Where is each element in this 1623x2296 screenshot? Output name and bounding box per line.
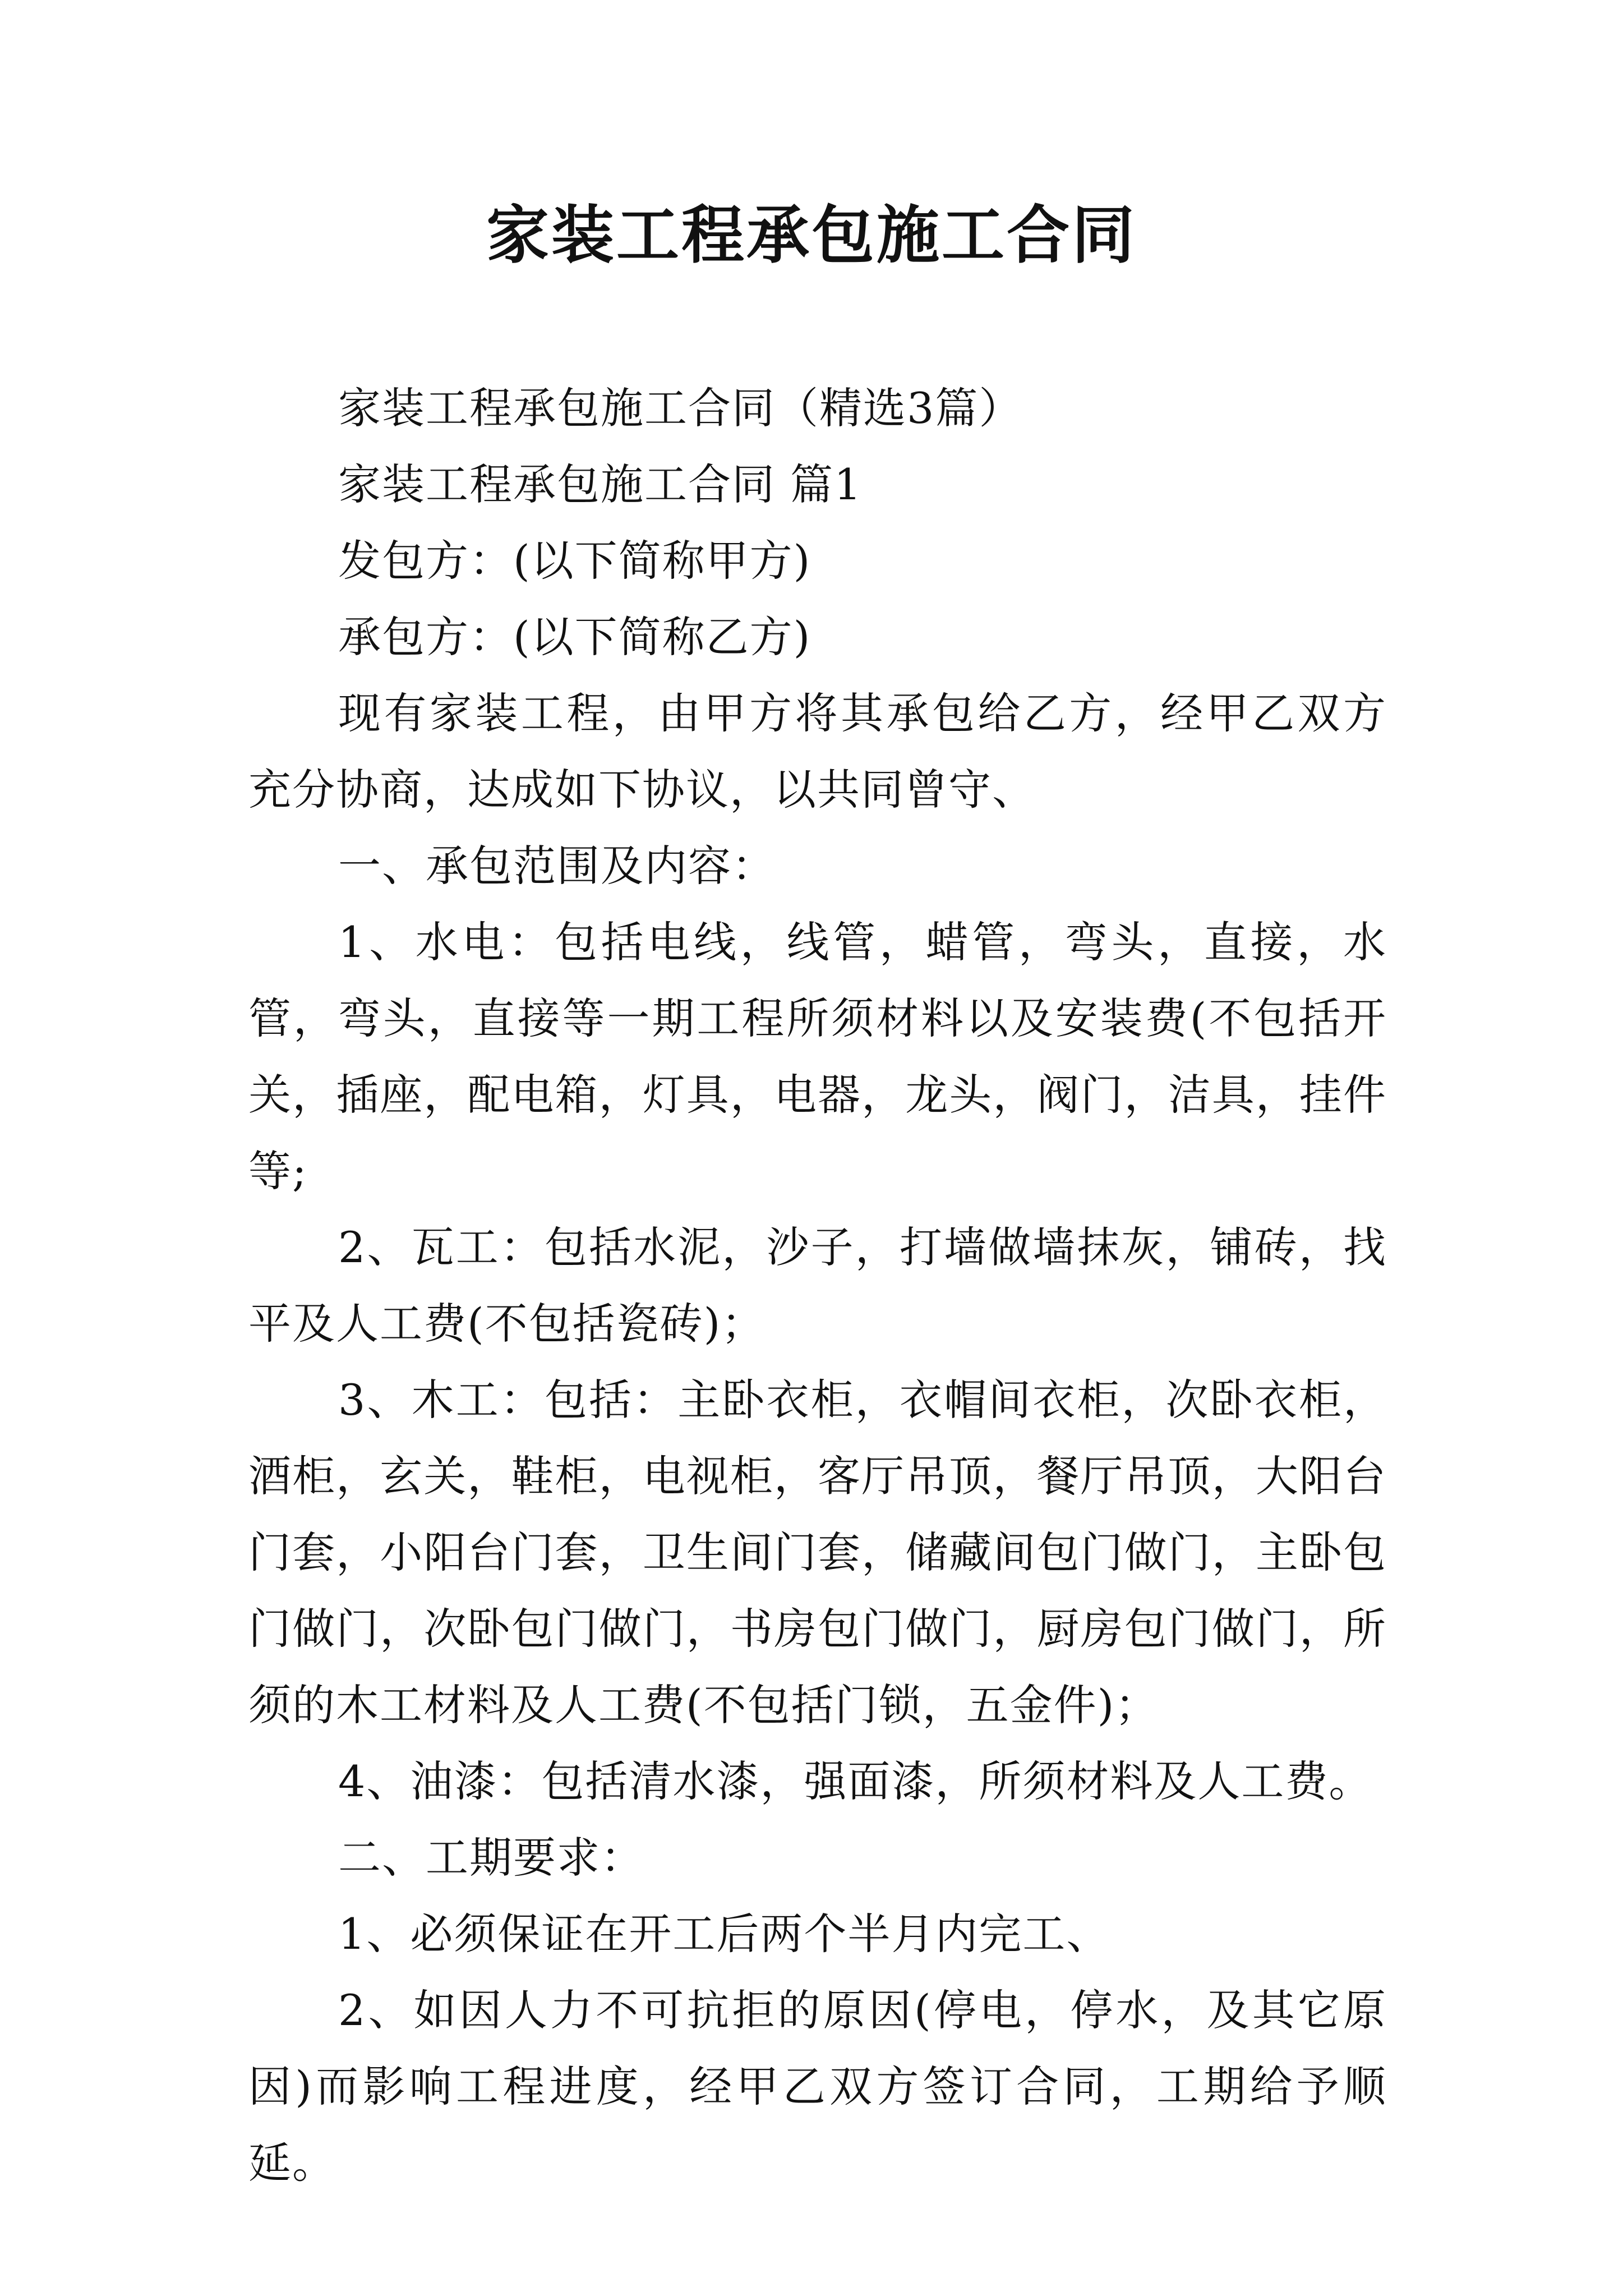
paragraph-party-a: 发包方：(以下简称甲方) [338,536,811,586]
document-body [248,370,1387,2201]
paragraph-scope-masonry: 2、瓦工：包括水泥，沙子，打墙做墙抹灰，铺砖，找平及人工费(不包括瓷砖)； [248,1222,1387,1349]
paragraph-schedule-heading: 二、工期要求： [338,1833,644,1883]
paragraph-schedule-item-2: 2、如因人力不可抗拒的原因(停电，停水，及其它原因)而影响工程进度，经甲乙双方签订合同，工期给予顺延。 [248,1985,1387,2188]
paragraph-party-b: 承包方：(以下简称乙方) [338,612,811,662]
paragraph-subtitle: 家装工程承包施工合同（精选3篇） [338,383,1023,433]
paragraph-scope-plumbing: 1、水电：包括电线，线管，蜡管，弯头，直接，水管，弯头，直接等一期工程所须材料以及安装费(不包括开关，插座，配电箱，灯具，电器，龙头，阀门，洁具，挂件等; [248,917,1387,1196]
paragraph-scope-painting: 4、油漆：包括清水漆，强面漆，所须材料及人工费。 [338,1756,1373,1806]
paragraph-schedule-item-1: 1、必须保证在开工后两个半月内完工、 [338,1909,1110,1959]
paragraph-scope-carpentry: 3、木工：包括：主卧衣柜，衣帽间衣柜，次卧衣柜，酒柜，玄关，鞋柜，电视柜，客厅吊顶，餐厅吊顶，大阳台门套，小阳台门套，卫生间门套，储藏间包门做门，主卧包门做门，次卧包门做门，书房包门做门，厨房包门做门，所须的木工材料及人工费(不包括门锁，五金件)； [248,1375,1387,1730]
document-title: 家装工程承包施工合同 [486,199,1137,272]
paragraph-preamble: 现有家装工程，由甲方将其承包给乙方，经甲乙双方充分协商，达成如下协议，以共同曾守、 [248,688,1387,815]
paragraph-scope-heading: 一、承包范围及内容： [338,841,776,891]
paragraph-section-heading: 家装工程承包施工合同 篇1 [338,459,863,509]
